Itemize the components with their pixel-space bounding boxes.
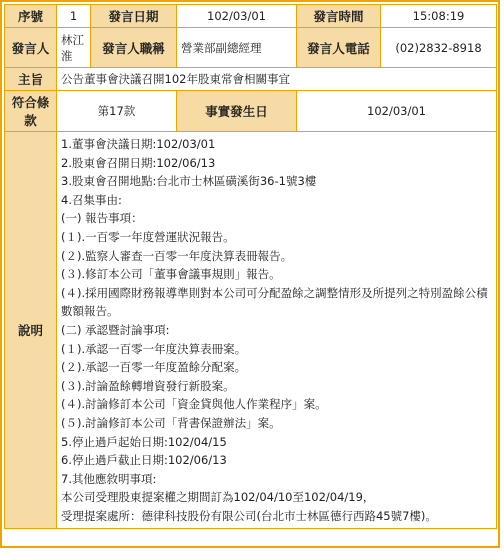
description-line: (４).討論修訂本公司「資金貸與他人作業程序」案。 xyxy=(61,397,327,412)
time-label: 發言時間 xyxy=(297,5,381,28)
speaker-label: 發言人 xyxy=(5,28,57,68)
seq-label: 序號 xyxy=(5,5,57,28)
speaker-phone-label: 發言人電話 xyxy=(297,28,381,68)
speaker-phone-value: (02)2832-8918 xyxy=(381,28,497,68)
description-line: 4.召集事由: xyxy=(61,192,122,207)
clause-value: 第17款 xyxy=(57,91,177,132)
description-line: (１).承認一百零一年度決算表冊案。 xyxy=(61,341,247,356)
description-line: (４).採用國際財務報導準則對本公司可分配盈餘之調整情形及所提列之特別盈餘公積數額報告。 xyxy=(61,285,488,319)
event-date-value: 102/03/01 xyxy=(297,91,497,132)
description-line: 3.股東會召開地點:台北市士林區磺溪街36-1號3樓 xyxy=(61,174,317,189)
event-date-label: 事實發生日 xyxy=(177,91,297,132)
description-line: (一) 報告事項： xyxy=(61,211,143,226)
description-line: (２).承認一百零一年度盈餘分配案。 xyxy=(61,360,247,375)
description-line: (２).監察人審查一百零一年度決算表冊報告。 xyxy=(61,248,293,263)
subject-label: 主旨 xyxy=(5,68,57,91)
description-line: 7.其他應敘明事項: xyxy=(61,471,157,486)
subject-value: 公告董事會決議召開102年股東常會相關事宜 xyxy=(57,68,497,91)
clause-label: 符合條款 xyxy=(5,91,57,132)
date-value: 102/03/01 xyxy=(177,5,297,28)
speaker-title-value: 營業部副總經理 xyxy=(177,28,297,68)
description-line: 1.董事會決議日期:102/03/01 xyxy=(61,137,216,151)
speaker-value: 林江淮 xyxy=(57,28,91,68)
description-line: 6.停止過戶截止日期:102/06/13 xyxy=(61,453,227,468)
description-line: 受理提案處所：德律科技股份有限公司(台北市士林區德行西路45號7樓)。 xyxy=(61,508,437,523)
description-line: 2.股東會召開日期:102/06/13 xyxy=(61,155,216,170)
description-line: (３).修訂本公司「董事會議事規則」報告。 xyxy=(61,267,281,282)
description-line: 本公司受理股東提案權之期間訂為102/04/10至102/04/19， xyxy=(61,490,375,505)
description-line: (３).討論盈餘轉增資發行新股案。 xyxy=(61,378,235,393)
speaker-title-label: 發言人職稱 xyxy=(91,28,177,68)
description-line: (５).討論修訂本公司「背書保證辦法」案。 xyxy=(61,415,281,430)
seq-value: 1 xyxy=(57,5,91,28)
date-label: 發言日期 xyxy=(91,5,177,28)
announcement-table xyxy=(4,4,497,529)
description-line: 5.停止過戶起始日期:102/04/15 xyxy=(61,434,227,449)
description-body xyxy=(57,132,497,529)
description-label: 說明 xyxy=(5,132,57,529)
description-line: (１).一百零一年度營運狀況報告。 xyxy=(61,229,235,244)
time-value: 15:08:19 xyxy=(381,5,497,28)
description-line: (二) 承認暨討論事項: xyxy=(61,322,170,337)
